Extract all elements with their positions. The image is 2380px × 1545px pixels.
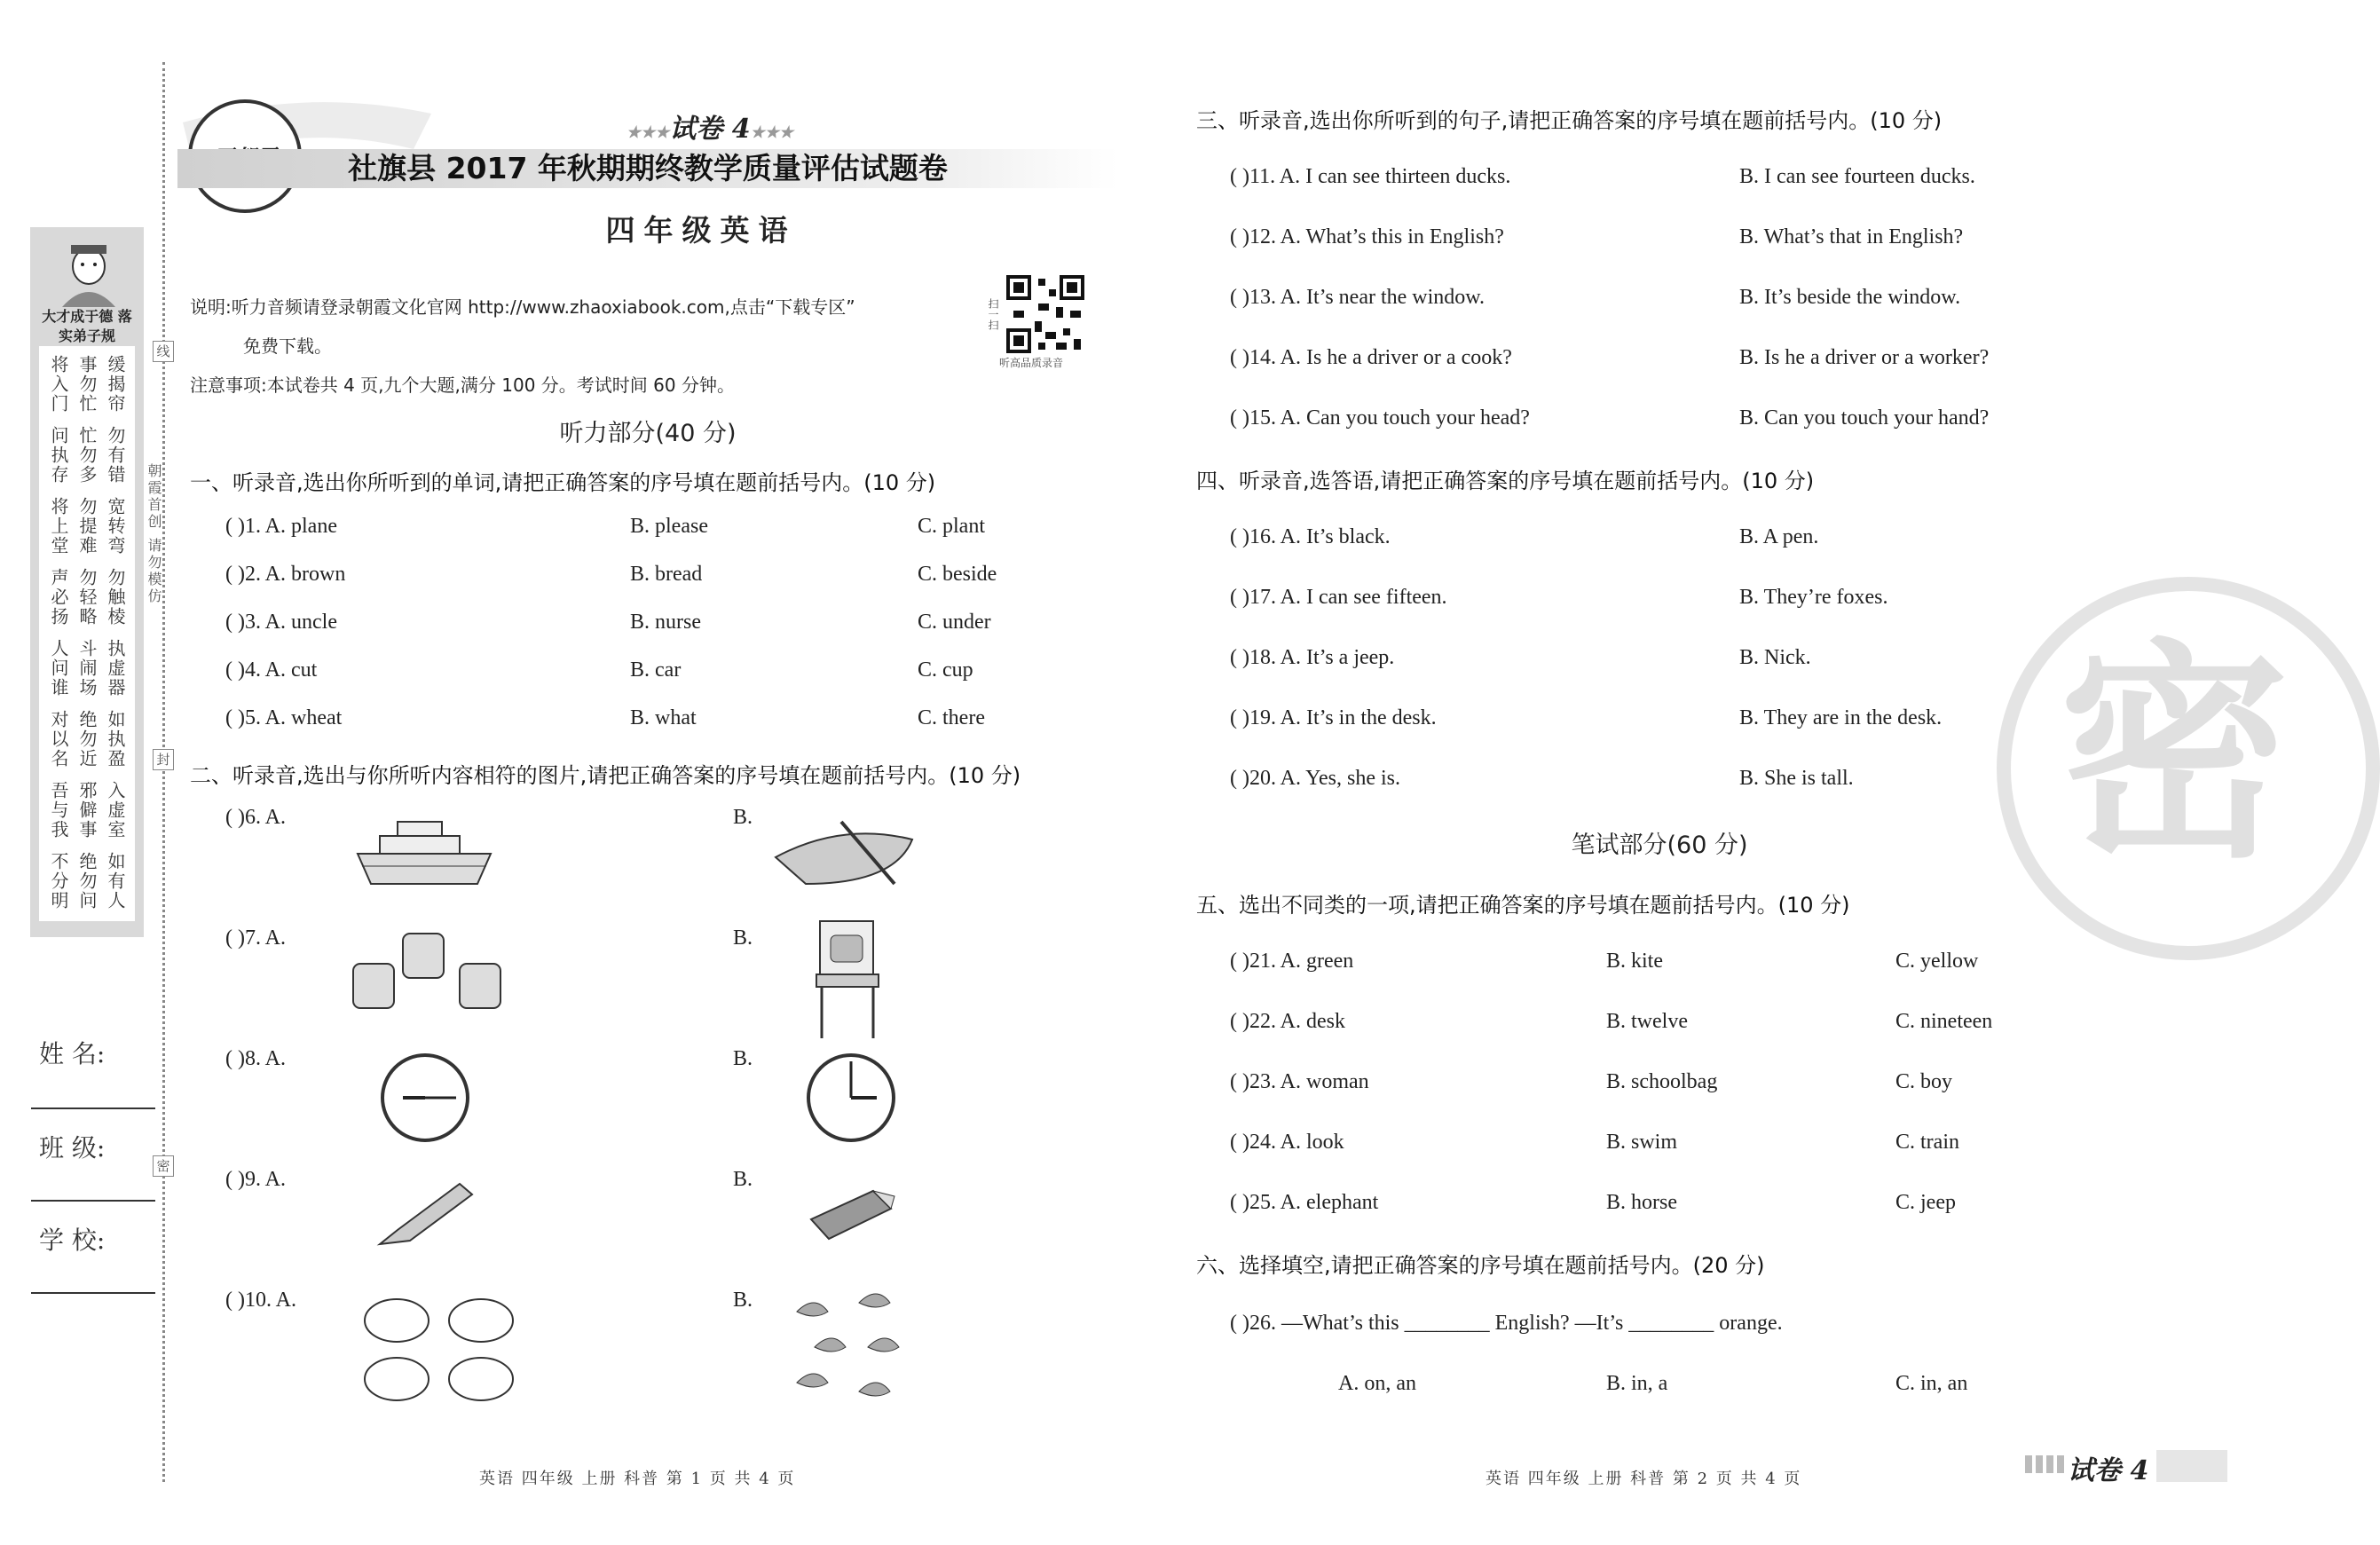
section1-title: 一、听录音,选出你所听到的单词,请把正确答案的序号填在题前括号内。(10 分) bbox=[190, 470, 936, 495]
option-b: B. They are in the desk. bbox=[1739, 706, 1943, 729]
cruise-ship-image bbox=[353, 809, 495, 889]
motto-column: 勿触棱 bbox=[105, 568, 126, 627]
question-item: ( )21. A. green bbox=[1230, 950, 1354, 973]
option-b: B. bbox=[733, 1289, 753, 1312]
audio-note-line1: 说明:听力音频请登录朝霞文化官网 http://www.zhaoxiabook.com,点击“下载专区” bbox=[190, 296, 855, 318]
motto-column: 对以名 bbox=[48, 710, 69, 769]
motto-column: 事勿忙 bbox=[76, 355, 98, 414]
watermark-seal-char: 密 bbox=[2059, 619, 2289, 889]
section5-title: 五、选出不同类的一项,请把正确答案的序号填在题前括号内。(10 分) bbox=[1196, 893, 1850, 918]
paper-tag: ★★★试卷 4★★★ bbox=[626, 114, 794, 145]
question-item: ( )22. A. desk bbox=[1230, 1010, 1345, 1033]
option-b: B. A pen. bbox=[1739, 525, 1819, 548]
class-field[interactable] bbox=[31, 1200, 155, 1202]
section3-title: 三、听录音,选出你所听到的句子,请把正确答案的序号填在题前括号内。(10 分) bbox=[1196, 108, 1943, 133]
q26-option-b: B. in, a bbox=[1606, 1372, 1668, 1395]
option-b: B. bbox=[733, 1047, 753, 1070]
birds-image bbox=[779, 1285, 912, 1409]
motto-column: 声必扬 bbox=[48, 568, 69, 627]
exam-title: 社旗县 2017 年秋期期终教学质量评估试题卷 bbox=[348, 151, 948, 185]
motto-column: 勿提难 bbox=[76, 497, 98, 556]
question-item: ( )1. A. plane bbox=[225, 515, 337, 538]
option-b: B. Can you touch your hand? bbox=[1739, 406, 1990, 430]
question-item: ( )4. A. cut bbox=[225, 658, 318, 682]
question-item: ( )16. A. It’s black. bbox=[1230, 525, 1391, 548]
option-c: C. beside bbox=[918, 563, 997, 586]
listening-part-title: 听力部分(40 分) bbox=[559, 420, 737, 447]
motto-column: 如有人 bbox=[105, 852, 126, 910]
motto-column: 吾与我 bbox=[48, 781, 69, 840]
q26-option-c: C. in, an bbox=[1895, 1372, 1968, 1395]
corner-bar bbox=[2156, 1450, 2227, 1482]
option-c: C. train bbox=[1895, 1131, 1959, 1154]
option-c: C. yellow bbox=[1895, 950, 1979, 973]
seal-mark-feng: 封 bbox=[153, 749, 174, 770]
motto-heading: 大才成于德 落实弟子规 bbox=[42, 308, 132, 344]
motto-column: 执虚器 bbox=[105, 639, 126, 698]
pen-image bbox=[371, 1177, 477, 1248]
seal-mark-mi: 密 bbox=[153, 1155, 174, 1177]
question-item: ( )7. A. bbox=[225, 926, 286, 950]
question-item: ( )19. A. It’s in the desk. bbox=[1230, 706, 1437, 729]
binding-dotted-line bbox=[162, 62, 165, 1482]
motto-column: 人问谁 bbox=[48, 639, 69, 698]
option-b: B. Is he a driver or a worker? bbox=[1739, 346, 1990, 369]
question-item: ( )8. A. bbox=[225, 1047, 286, 1070]
question-item: ( )18. A. It’s a jeep. bbox=[1230, 646, 1395, 669]
chair-with-bag-image bbox=[808, 918, 887, 1042]
option-b: B. Nick. bbox=[1739, 646, 1811, 669]
motto-column: 勿有错 bbox=[105, 426, 126, 485]
option-b: B. swim bbox=[1606, 1131, 1678, 1154]
school-label: 学 校: bbox=[39, 1226, 106, 1255]
qr-scan-label: 扫一扫 bbox=[987, 298, 999, 330]
option-b: B. kite bbox=[1606, 950, 1663, 973]
option-b: B. horse bbox=[1606, 1191, 1677, 1214]
question-item: ( )12. A. What’s this in English? bbox=[1230, 225, 1504, 248]
motto-column: 忙勿多 bbox=[76, 426, 98, 485]
copyright-vertical-note: 朝霞首创 请勿模仿 bbox=[146, 463, 162, 606]
motto-text-box bbox=[39, 346, 135, 921]
question-item: ( )13. A. It’s near the window. bbox=[1230, 286, 1486, 309]
option-b: B. car bbox=[630, 658, 682, 682]
footer-left-page: 英语 四年级 上册 科普 第 1 页 共 4 页 bbox=[479, 1470, 796, 1488]
motto-column: 如执盈 bbox=[105, 710, 126, 769]
corner-paper-tag: 试卷 4 bbox=[2068, 1455, 2149, 1486]
question-item: ( )25. A. elephant bbox=[1230, 1191, 1379, 1214]
option-b: B. schoolbag bbox=[1606, 1070, 1718, 1093]
option-b: B. It’s beside the window. bbox=[1739, 286, 1961, 309]
motto-column: 勿轻略 bbox=[76, 568, 98, 627]
seal-mark-xian: 线 bbox=[153, 341, 174, 362]
option-b: B. What’s that in English? bbox=[1739, 225, 1964, 248]
option-b: B. bbox=[733, 926, 753, 950]
option-c: C. jeep bbox=[1895, 1191, 1956, 1214]
question-item: ( )17. A. I can see fifteen. bbox=[1230, 586, 1447, 609]
option-b: B. twelve bbox=[1606, 1010, 1688, 1033]
option-c: C. under bbox=[918, 611, 991, 634]
school-field[interactable] bbox=[31, 1292, 155, 1294]
motto-column: 宽转弯 bbox=[105, 497, 126, 556]
option-b: B. She is tall. bbox=[1739, 767, 1854, 790]
motto-column: 入虚室 bbox=[105, 781, 126, 840]
motto-column: 绝勿近 bbox=[76, 710, 98, 769]
corner-pattern bbox=[2025, 1455, 2064, 1473]
scholar-cartoon-icon bbox=[44, 233, 133, 307]
question-item: ( )2. A. brown bbox=[225, 563, 346, 586]
clock-nine-fifteen-image bbox=[376, 1049, 474, 1147]
q26-option-a: A. on, an bbox=[1338, 1372, 1416, 1395]
option-c: C. plant bbox=[918, 515, 985, 538]
crayon-image bbox=[802, 1184, 900, 1246]
motto-column: 缓揭帘 bbox=[105, 355, 126, 414]
motto-column: 将入门 bbox=[48, 355, 69, 414]
class-label: 班 级: bbox=[39, 1133, 106, 1163]
motto-column: 绝勿问 bbox=[76, 852, 98, 910]
option-b: B. nurse bbox=[630, 611, 701, 634]
question-item: ( )10. A. bbox=[225, 1289, 296, 1312]
option-b: B. please bbox=[630, 515, 708, 538]
option-c: C. cup bbox=[918, 658, 973, 682]
question-item: ( )11. A. I can see thirteen ducks. bbox=[1230, 165, 1511, 188]
question-item: ( )14. A. Is he a driver or a cook? bbox=[1230, 346, 1512, 369]
question-item: ( )23. A. woman bbox=[1230, 1070, 1369, 1093]
option-b: B. bbox=[733, 806, 753, 829]
rowboat-image bbox=[770, 813, 921, 893]
question-item: ( )5. A. wheat bbox=[225, 706, 343, 729]
option-b: B. what bbox=[630, 706, 697, 729]
motto-column: 邪僻事 bbox=[76, 781, 98, 840]
name-field[interactable] bbox=[31, 1108, 155, 1109]
qr-caption: 听高品质录音 bbox=[999, 357, 1064, 369]
exam-instructions: 注意事项:本试卷共 4 页,九个大题,满分 100 分。考试时间 60 分钟。 bbox=[190, 374, 735, 396]
section6-title: 六、选择填空,请把正确答案的序号填在题前括号内。(20 分) bbox=[1196, 1253, 1765, 1278]
writing-part-title: 笔试部分(60 分) bbox=[1571, 832, 1748, 859]
audio-note-line2: 免费下载。 bbox=[243, 335, 332, 357]
option-c: C. boy bbox=[1895, 1070, 1953, 1093]
option-b: B. bbox=[733, 1168, 753, 1191]
question-item: ( )15. A. Can you touch your head? bbox=[1230, 406, 1530, 430]
question-26: ( )26. —What’s this ________ English? —It’s ________ orange. bbox=[1230, 1312, 1783, 1335]
question-item: ( )24. A. look bbox=[1230, 1131, 1344, 1154]
section4-title: 四、听录音,选答语,请把正确答案的序号填在题前括号内。(10 分) bbox=[1196, 469, 1815, 493]
sheep-image bbox=[357, 1285, 525, 1409]
subject-title: 四年级英语 bbox=[605, 213, 797, 248]
option-b: B. bread bbox=[630, 563, 703, 586]
footer-right-page: 英语 四年级 上册 科普 第 2 页 共 4 页 bbox=[1486, 1470, 1802, 1488]
option-b: B. I can see fourteen ducks. bbox=[1739, 165, 1975, 188]
question-item: ( )6. A. bbox=[225, 806, 286, 829]
option-c: C. there bbox=[918, 706, 985, 729]
schoolbags-image bbox=[344, 928, 513, 1017]
clock-three-oclock-image bbox=[802, 1049, 900, 1147]
option-c: C. nineteen bbox=[1895, 1010, 1993, 1033]
motto-column: 不分明 bbox=[48, 852, 69, 910]
motto-column: 斗闹场 bbox=[76, 639, 98, 698]
question-item: ( )9. A. bbox=[225, 1168, 286, 1191]
name-label: 姓 名: bbox=[39, 1039, 106, 1068]
motto-column: 问执存 bbox=[48, 426, 69, 485]
question-item: ( )20. A. Yes, she is. bbox=[1230, 767, 1401, 790]
section2-title: 二、听录音,选出与你所听内容相符的图片,请把正确答案的序号填在题前括号内。(10 分) bbox=[190, 763, 1021, 788]
qr-code-icon[interactable] bbox=[1006, 275, 1084, 353]
option-b: B. They’re foxes. bbox=[1739, 586, 1888, 609]
motto-column: 将上堂 bbox=[48, 497, 69, 556]
question-item: ( )3. A. uncle bbox=[225, 611, 337, 634]
